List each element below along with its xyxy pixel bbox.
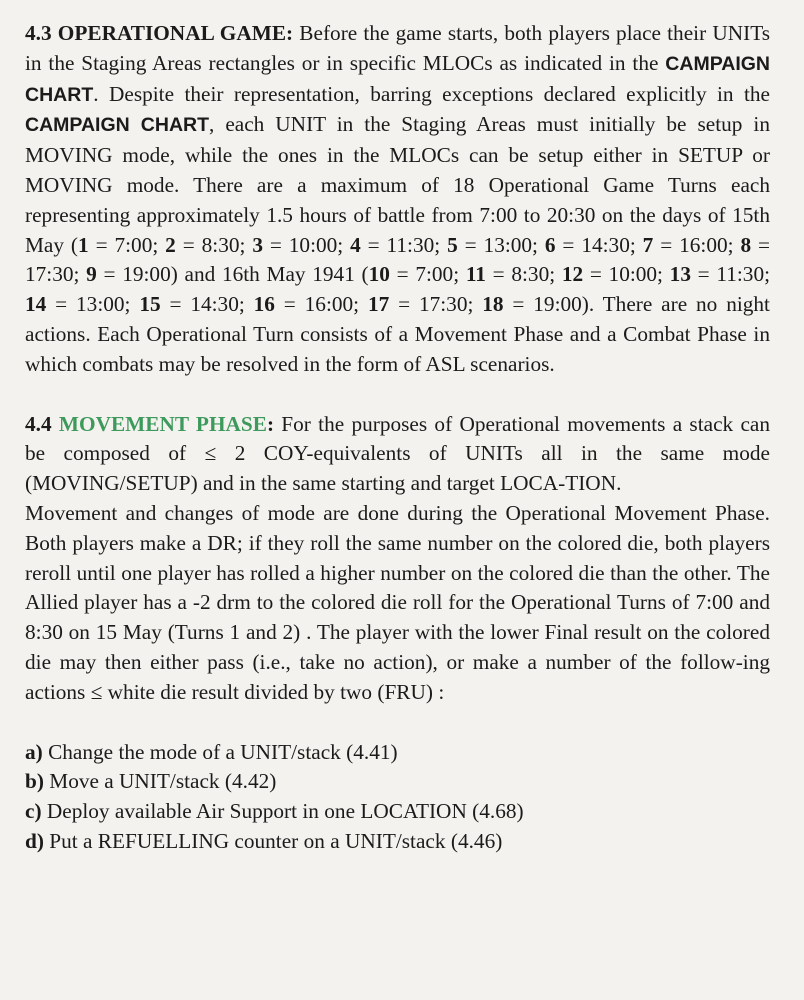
turn-number: 8 [740, 232, 752, 257]
section-4-4-title: MOVEMENT PHASE [58, 411, 267, 436]
turn-time: = 16:00; [653, 232, 741, 257]
body-text: , each UNIT in the Staging Areas must initially be setup in MOVING mode, while the ones in the MLOCs can be setup either in SETUP or MOVING mode. There are a maximum of 18 Operational Game Turns each representing approximately 1.5 hours of battle from 7:00 to 20:30 on the days of 15th May ( [25, 112, 770, 257]
turn-time: = 19:00). There are no night actions. Each Operational Turn consists of a Movement Phase and a Combat Phase in which combats may be resolved in the form of ASL scenarios. [25, 292, 770, 376]
action-letter: a) [25, 739, 43, 764]
turn-time: = 14:30; [555, 232, 643, 257]
action-item [25, 738, 770, 768]
section-4-4-paragraph [25, 410, 770, 499]
turn-time: = 13:00; [46, 292, 140, 317]
turn-number: 13 [669, 262, 691, 287]
section-4-3-paragraph [25, 19, 770, 380]
turn-time: = 7:00; [88, 232, 166, 257]
turn-time: = 17:30; [389, 292, 483, 317]
action-item [25, 827, 770, 857]
turn-number: 7 [642, 232, 654, 257]
action-item [25, 797, 770, 827]
turn-number: 5 [447, 232, 458, 257]
body-text: . Despite their representation, barring exceptions declared explicitly in the [93, 81, 770, 106]
section-4-4 [25, 410, 770, 708]
turn-time: = 8:30; [485, 262, 562, 287]
section-4-3-heading: 4.3 OPERATIONAL GAME: [25, 21, 294, 45]
turn-time: = 16:00; [274, 292, 368, 317]
turn-number: 14 [25, 292, 47, 317]
turn-time: = 17:30; [25, 232, 770, 287]
action-text: Put a REFUELLING counter on a UNIT/stack (4.46) [43, 828, 503, 853]
action-text: Deploy available Air Support in one LOCATION (4.68) [41, 799, 524, 824]
turn-number: 10 [368, 262, 390, 287]
action-letter: b) [25, 769, 44, 794]
turn-number: 3 [252, 232, 263, 257]
turn-time: = 14:30; [160, 292, 254, 317]
body-text: For the purposes of Operational movements a stack can be composed of ≤ 2 COY-equivalents of UNITs all in the same mode (MOVING/SETUP) and in the same starting and target LOCA-TION. [25, 411, 770, 496]
turn-number: 18 [482, 292, 504, 317]
body-text: Before the game starts, both players place their UNITs in the Staging Areas rectangles or in specific MLOCs as indicated in the [25, 21, 771, 75]
turn-number: 9 [86, 262, 97, 287]
turn-number: 6 [544, 232, 556, 257]
section-4-4-paragraph-2: Movement and changes of mode are done during the Operational Movement Phase. Both players make a DR; if they roll the same number on the colored die, both players reroll until one player has rolled a higher number on the colored die than the other. The Allied player has a -2 drm to the colored die roll for the Operational Turns of 7:00 and 8:30 on 15 May (Turns 1 and 2) . The player with the lower Final result on the colored die may then either pass (i.e., take no action), or make a number of the follow-ing actions ≤ white die result divided by two (FRU) : [25, 500, 770, 704]
action-text: Change the mode of a UNIT/stack (4.41) [42, 739, 398, 764]
turn-time: = 19:00) and 16th May 1941 ( [96, 262, 369, 287]
turn-time: = 11:30; [360, 232, 448, 257]
turn-number: 12 [561, 262, 584, 287]
action-letter: c) [25, 799, 42, 824]
section-4-4-colon: : [266, 411, 275, 436]
action-letter: d) [25, 828, 44, 853]
section-4-3 [25, 19, 770, 380]
action-list [25, 738, 770, 857]
action-text: Move a UNIT/stack (4.42) [43, 769, 277, 794]
turn-number: 2 [165, 232, 176, 257]
turn-number: 11 [465, 262, 486, 287]
turn-number: 17 [367, 292, 390, 317]
turn-number: 1 [78, 232, 89, 257]
campaign-chart-reference: CAMPAIGN CHART [25, 52, 770, 106]
turn-number: 15 [139, 292, 161, 317]
turn-time: = 10:00; [262, 232, 351, 257]
turn-time: = 13:00; [457, 232, 545, 257]
turn-time: = 10:00; [583, 262, 670, 287]
action-item [25, 767, 770, 797]
turn-time: = 8:30; [175, 232, 253, 257]
turn-time: = 7:00; [389, 262, 466, 287]
turn-time: = 11:30; [690, 262, 771, 287]
section-4-4-number: 4.4 [25, 411, 59, 436]
turn-number: 16 [253, 292, 275, 317]
campaign-chart-reference: CAMPAIGN CHART [25, 114, 210, 137]
turn-number: 4 [350, 232, 361, 257]
